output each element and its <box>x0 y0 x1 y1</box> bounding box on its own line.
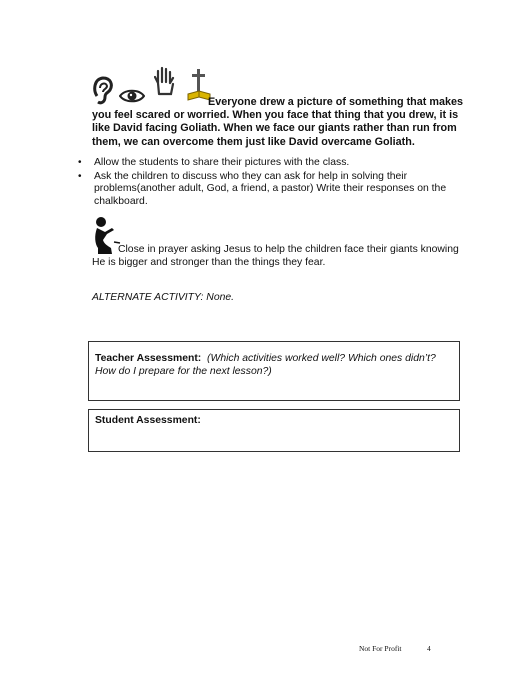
list-item <box>78 157 458 170</box>
alternate-activity: ALTERNATE ACTIVITY: None. <box>92 292 235 303</box>
hand-icon <box>154 66 176 96</box>
activity-paragraph <box>92 96 470 149</box>
student-assessment-box <box>88 409 460 452</box>
page-number: 4 <box>427 644 431 653</box>
closing-prayer <box>92 243 472 269</box>
student-assessment-label: Student Assessment: <box>95 415 201 426</box>
prayer-text: Close in prayer asking Jesus to help the children face their giants knowing He is bigger and stronger than the things they fear. <box>92 244 459 269</box>
footer-note: Not For Profit <box>359 644 402 653</box>
instruction-list <box>78 157 458 209</box>
activity-text: Everyone drew a picture of something that makes you feel scared or worried. When you face that thing that you drew, it is like David facing Goliath. When we face our giants rather than run from them, we can overcome them just like David overcame Goliath. <box>92 96 463 148</box>
teacher-assessment-label: Teacher Assessment: <box>95 353 202 364</box>
list-item-text: Ask the children to discuss who they can ask for help in solving their problems(another adult, God, a friend, a pastor) Write their responses on the chalkboard. <box>94 170 447 207</box>
list-item-text: Allow the students to share their pictures with the class. <box>94 157 350 168</box>
bullet-icon: • <box>78 157 82 168</box>
teacher-assessment-prompt: (Which activities worked well? Which ones didn’t? How do I prepare for the next lesson?) <box>95 353 436 378</box>
list-item <box>78 171 458 209</box>
bullet-icon: • <box>78 170 82 182</box>
teacher-assessment-box <box>88 341 460 401</box>
